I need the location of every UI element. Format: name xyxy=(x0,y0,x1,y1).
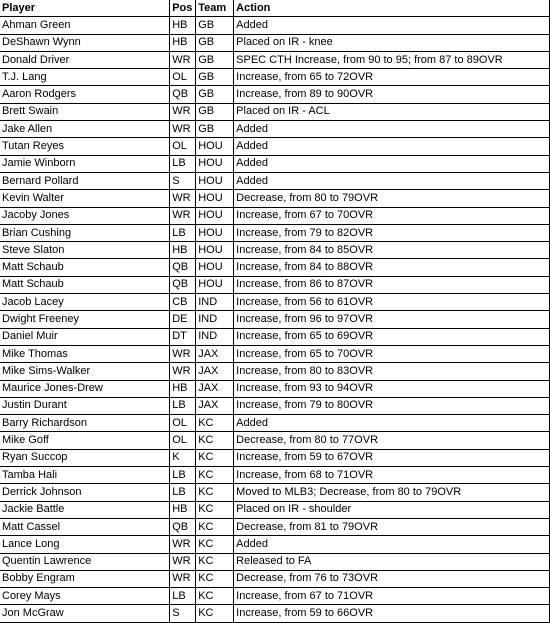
cell-action: Increase, from 93 to 94OVR xyxy=(234,380,550,397)
cell-action: Increase, from 59 to 66OVR xyxy=(234,605,550,622)
cell-action: Released to FA xyxy=(234,553,550,570)
cell-action: Increase, from 59 to 67OVR xyxy=(234,449,550,466)
cell-team: JAX xyxy=(196,363,234,380)
cell-player: Jamie Winborn xyxy=(0,155,170,172)
cell-player: DeShawn Wynn xyxy=(0,34,170,51)
cell-pos: HB xyxy=(170,380,196,397)
table-row xyxy=(0,536,550,553)
cell-team: GB xyxy=(196,86,234,103)
cell-team: IND xyxy=(196,311,234,328)
cell-player: Donald Driver xyxy=(0,51,170,68)
cell-pos: WR xyxy=(170,121,196,138)
cell-team: KC xyxy=(196,432,234,449)
cell-pos: CB xyxy=(170,294,196,311)
cell-pos: QB xyxy=(170,259,196,276)
cell-team: GB xyxy=(196,121,234,138)
cell-team: KC xyxy=(196,570,234,587)
cell-team: HOU xyxy=(196,190,234,207)
cell-pos: LB xyxy=(170,397,196,414)
cell-action: Added xyxy=(234,155,550,172)
cell-team: JAX xyxy=(196,345,234,362)
table-body xyxy=(0,17,550,622)
table-row xyxy=(0,345,550,362)
cell-action: Moved to MLB3; Decrease, from 80 to 79OVR xyxy=(234,484,550,501)
cell-action: Increase, from 65 to 72OVR xyxy=(234,69,550,86)
cell-team: GB xyxy=(196,69,234,86)
cell-player: Jake Allen xyxy=(0,121,170,138)
cell-player: Justin Durant xyxy=(0,397,170,414)
cell-action: Added xyxy=(234,138,550,155)
cell-pos: QB xyxy=(170,518,196,535)
cell-pos: HB xyxy=(170,34,196,51)
table-row xyxy=(0,103,550,120)
cell-player: Barry Richardson xyxy=(0,415,170,432)
cell-player: Matt Schaub xyxy=(0,276,170,293)
cell-player: Aaron Rodgers xyxy=(0,86,170,103)
cell-pos: LB xyxy=(170,224,196,241)
cell-pos: HB xyxy=(170,501,196,518)
cell-team: KC xyxy=(196,605,234,622)
cell-player: Dwight Freeney xyxy=(0,311,170,328)
cell-pos: K xyxy=(170,449,196,466)
table-row xyxy=(0,172,550,189)
cell-pos: HB xyxy=(170,242,196,259)
cell-team: KC xyxy=(196,501,234,518)
cell-team: GB xyxy=(196,17,234,34)
table-row xyxy=(0,86,550,103)
cell-player: Matt Schaub xyxy=(0,259,170,276)
cell-player: Tutan Reyes xyxy=(0,138,170,155)
table-row xyxy=(0,34,550,51)
cell-player: Bobby Engram xyxy=(0,570,170,587)
cell-action: Increase, from 67 to 70OVR xyxy=(234,207,550,224)
table-row xyxy=(0,449,550,466)
cell-action: Increase, from 79 to 82OVR xyxy=(234,224,550,241)
cell-player: Mike Sims-Walker xyxy=(0,363,170,380)
cell-pos: OL xyxy=(170,432,196,449)
cell-action: Placed on IR - shoulder xyxy=(234,501,550,518)
cell-pos: WR xyxy=(170,345,196,362)
table-row xyxy=(0,484,550,501)
cell-action: SPEC CTH Increase, from 90 to 95; from 87 to 89OVR xyxy=(234,51,550,68)
cell-action: Increase, from 65 to 70OVR xyxy=(234,345,550,362)
cell-pos: S xyxy=(170,605,196,622)
cell-player: Kevin Walter xyxy=(0,190,170,207)
cell-team: HOU xyxy=(196,276,234,293)
cell-player: Brett Swain xyxy=(0,103,170,120)
table-row xyxy=(0,51,550,68)
table-row xyxy=(0,363,550,380)
table-row xyxy=(0,518,550,535)
cell-team: KC xyxy=(196,588,234,605)
cell-pos: QB xyxy=(170,276,196,293)
cell-team: IND xyxy=(196,294,234,311)
cell-pos: LB xyxy=(170,155,196,172)
cell-action: Increase, from 67 to 71OVR xyxy=(234,588,550,605)
table-row xyxy=(0,588,550,605)
cell-team: GB xyxy=(196,51,234,68)
cell-team: KC xyxy=(196,484,234,501)
cell-team: KC xyxy=(196,518,234,535)
table-row xyxy=(0,242,550,259)
cell-action: Added xyxy=(234,121,550,138)
table-row xyxy=(0,155,550,172)
cell-team: GB xyxy=(196,103,234,120)
cell-player: T.J. Lang xyxy=(0,69,170,86)
cell-pos: DT xyxy=(170,328,196,345)
cell-team: HOU xyxy=(196,224,234,241)
cell-action: Added xyxy=(234,536,550,553)
table-row xyxy=(0,294,550,311)
table-row xyxy=(0,224,550,241)
cell-player: Mike Thomas xyxy=(0,345,170,362)
cell-player: Mike Goff xyxy=(0,432,170,449)
cell-team: IND xyxy=(196,328,234,345)
cell-action: Increase, from 80 to 83OVR xyxy=(234,363,550,380)
table-row xyxy=(0,276,550,293)
table-row xyxy=(0,121,550,138)
header-action: Action xyxy=(234,0,550,17)
cell-pos: WR xyxy=(170,103,196,120)
cell-player: Daniel Muir xyxy=(0,328,170,345)
cell-action: Increase, from 79 to 80OVR xyxy=(234,397,550,414)
cell-action: Placed on IR - ACL xyxy=(234,103,550,120)
cell-pos: LB xyxy=(170,484,196,501)
cell-team: KC xyxy=(196,553,234,570)
cell-pos: OL xyxy=(170,138,196,155)
cell-player: Maurice Jones-Drew xyxy=(0,380,170,397)
cell-player: Ryan Succop xyxy=(0,449,170,466)
cell-action: Increase, from 84 to 85OVR xyxy=(234,242,550,259)
cell-team: KC xyxy=(196,415,234,432)
table-row xyxy=(0,207,550,224)
table-row xyxy=(0,553,550,570)
table-row xyxy=(0,570,550,587)
cell-pos: DE xyxy=(170,311,196,328)
cell-pos: WR xyxy=(170,536,196,553)
cell-pos: WR xyxy=(170,51,196,68)
cell-pos: HB xyxy=(170,17,196,34)
cell-player: Ahman Green xyxy=(0,17,170,34)
cell-action: Decrease, from 76 to 73OVR xyxy=(234,570,550,587)
cell-pos: WR xyxy=(170,570,196,587)
cell-team: HOU xyxy=(196,207,234,224)
cell-player: Derrick Johnson xyxy=(0,484,170,501)
table-row xyxy=(0,605,550,622)
cell-action: Decrease, from 80 to 79OVR xyxy=(234,190,550,207)
cell-team: HOU xyxy=(196,138,234,155)
header-row xyxy=(0,0,550,17)
table-row xyxy=(0,311,550,328)
cell-action: Increase, from 96 to 97OVR xyxy=(234,311,550,328)
table-row xyxy=(0,467,550,484)
table-row xyxy=(0,328,550,345)
cell-player: Corey Mays xyxy=(0,588,170,605)
cell-pos: LB xyxy=(170,588,196,605)
table-row xyxy=(0,397,550,414)
table-row xyxy=(0,190,550,207)
cell-team: KC xyxy=(196,467,234,484)
cell-player: Jackie Battle xyxy=(0,501,170,518)
cell-team: KC xyxy=(196,449,234,466)
table-row xyxy=(0,17,550,34)
cell-action: Increase, from 89 to 90OVR xyxy=(234,86,550,103)
table-row xyxy=(0,259,550,276)
cell-player: Jacoby Jones xyxy=(0,207,170,224)
cell-player: Steve Slaton xyxy=(0,242,170,259)
cell-action: Added xyxy=(234,17,550,34)
cell-pos: LB xyxy=(170,467,196,484)
cell-player: Jacob Lacey xyxy=(0,294,170,311)
cell-action: Increase, from 86 to 87OVR xyxy=(234,276,550,293)
table-row xyxy=(0,138,550,155)
cell-player: Lance Long xyxy=(0,536,170,553)
cell-player: Quentin Lawrence xyxy=(0,553,170,570)
cell-pos: WR xyxy=(170,553,196,570)
header-team: Team xyxy=(196,0,234,17)
cell-pos: WR xyxy=(170,363,196,380)
cell-team: JAX xyxy=(196,397,234,414)
cell-action: Increase, from 56 to 61OVR xyxy=(234,294,550,311)
cell-action: Increase, from 65 to 69OVR xyxy=(234,328,550,345)
header-pos: Pos xyxy=(170,0,196,17)
header-player: Player xyxy=(0,0,170,17)
cell-pos: WR xyxy=(170,207,196,224)
cell-team: GB xyxy=(196,34,234,51)
cell-player: Tamba Hali xyxy=(0,467,170,484)
table-row xyxy=(0,415,550,432)
cell-player: Bernard Pollard xyxy=(0,172,170,189)
cell-action: Decrease, from 80 to 77OVR xyxy=(234,432,550,449)
cell-action: Decrease, from 81 to 79OVR xyxy=(234,518,550,535)
table-row xyxy=(0,69,550,86)
cell-pos: OL xyxy=(170,415,196,432)
cell-pos: QB xyxy=(170,86,196,103)
cell-action: Increase, from 84 to 88OVR xyxy=(234,259,550,276)
cell-team: HOU xyxy=(196,259,234,276)
cell-team: KC xyxy=(196,536,234,553)
cell-team: JAX xyxy=(196,380,234,397)
cell-pos: OL xyxy=(170,69,196,86)
table-row xyxy=(0,432,550,449)
cell-player: Jon McGraw xyxy=(0,605,170,622)
cell-player: Brian Cushing xyxy=(0,224,170,241)
cell-pos: S xyxy=(170,172,196,189)
cell-action: Placed on IR - knee xyxy=(234,34,550,51)
table-row xyxy=(0,501,550,518)
cell-action: Increase, from 68 to 71OVR xyxy=(234,467,550,484)
cell-player: Matt Cassel xyxy=(0,518,170,535)
cell-team: HOU xyxy=(196,172,234,189)
cell-team: HOU xyxy=(196,155,234,172)
cell-action: Added xyxy=(234,172,550,189)
cell-team: HOU xyxy=(196,242,234,259)
cell-pos: WR xyxy=(170,190,196,207)
cell-action: Added xyxy=(234,415,550,432)
table-row xyxy=(0,380,550,397)
